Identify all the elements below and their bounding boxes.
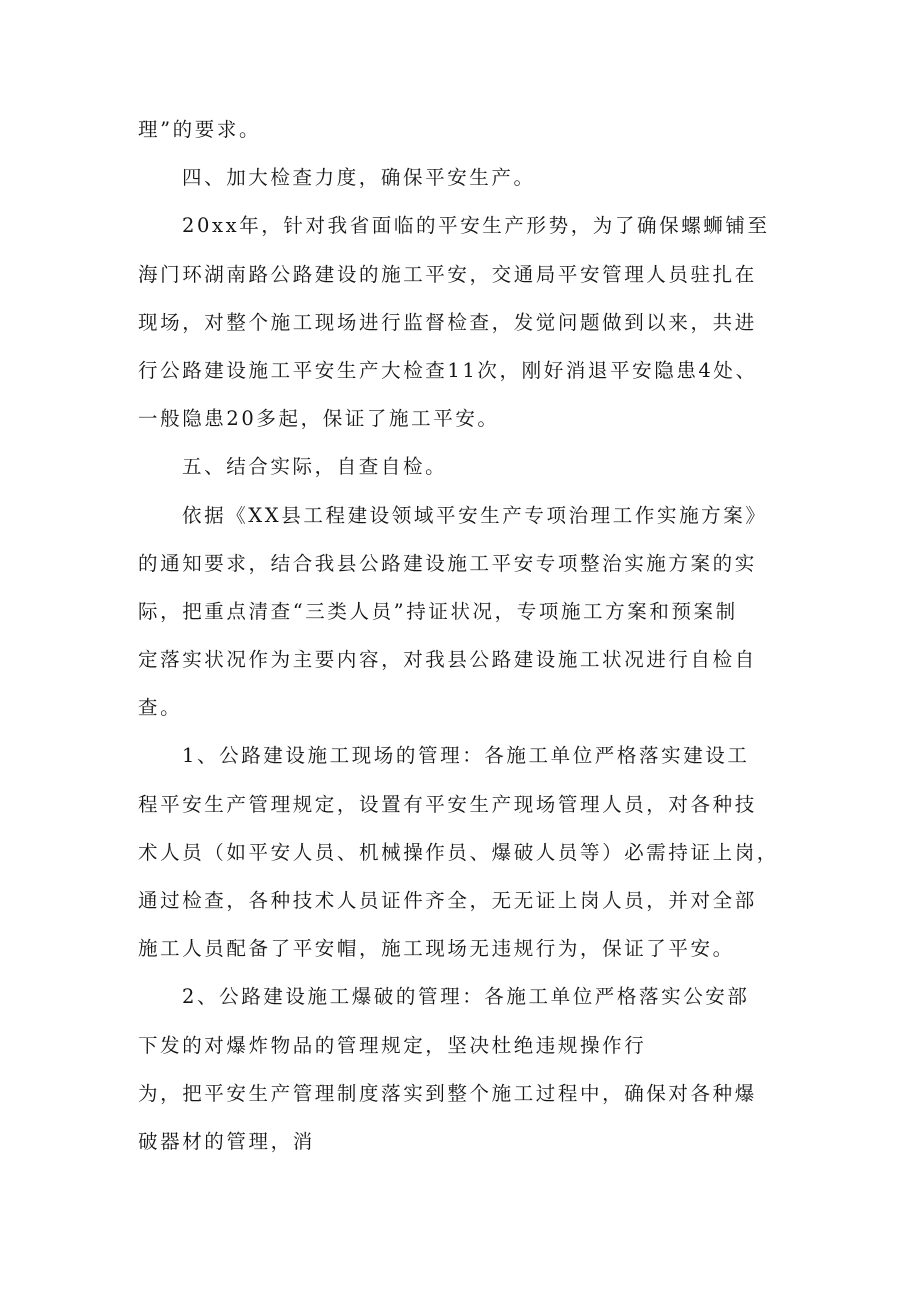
text-line: 破器材的管理，消: [138, 1129, 315, 1153]
list-item-2: 2、公路建设施工爆破的管理：各施工单位严格落实公安部: [182, 985, 750, 1009]
text-line: 的通知要求，结合我县公路建设施工平安专项整治实施方案的实: [138, 551, 757, 575]
text-line: 海门环湖南路公路建设的施工平安，交通局平安管理人员驻扎在: [138, 262, 757, 286]
section-heading-4: 四、加大检查力度，确保平安生产。: [182, 166, 536, 190]
section-heading-5: 五、结合实际，自查自检。: [182, 455, 448, 479]
text-line: 施工人员配备了平安帽，施工现场无违规行为，保证了平安。: [138, 937, 735, 961]
text-line: 为，把平安生产管理制度落实到整个施工过程中，确保对各种爆: [138, 1081, 757, 1105]
text-line: 程平安生产管理规定，设置有平安生产现场管理人员，对各种技: [138, 792, 757, 816]
text-line: 行公路建设施工平安生产大检查11次，刚好消退平安隐患4处、: [138, 358, 758, 382]
text-line: 一般隐患20多起，保证了施工平安。: [138, 407, 500, 431]
text-line: 下发的对爆炸物品的管理规定，坚决杜绝违规操作行: [138, 1033, 647, 1057]
text-line: 术人员（如平安人员、机械操作员、爆破人员等）必需持证上岗，: [138, 840, 779, 864]
text-line: 现场，对整个施工现场进行监督检查，发觉问题做到以来，共进: [138, 310, 757, 334]
text-line: 定落实状况作为主要内容，对我县公路建设施工状况进行自检自: [138, 648, 757, 672]
text-line: 通过检查，各种技术人员证件齐全，无无证上岗人员，并对全部: [138, 889, 757, 912]
text-line: 际，把重点清查“三类人员”持证状况，专项施工方案和预案制: [138, 599, 738, 623]
text-line: 依据《XX县工程建设领域平安生产专项治理工作实施方案》: [182, 503, 768, 527]
text-line: 查。: [138, 696, 183, 720]
text-line: 20xx年，针对我省面临的平安生产形势，为了确保螺蛳铺至: [182, 214, 770, 238]
document-body: [138, 106, 798, 1166]
text-line: 理”的要求。: [138, 118, 262, 141]
list-item-1: 1、公路建设施工现场的管理：各施工单位严格落实建设工: [182, 744, 750, 768]
